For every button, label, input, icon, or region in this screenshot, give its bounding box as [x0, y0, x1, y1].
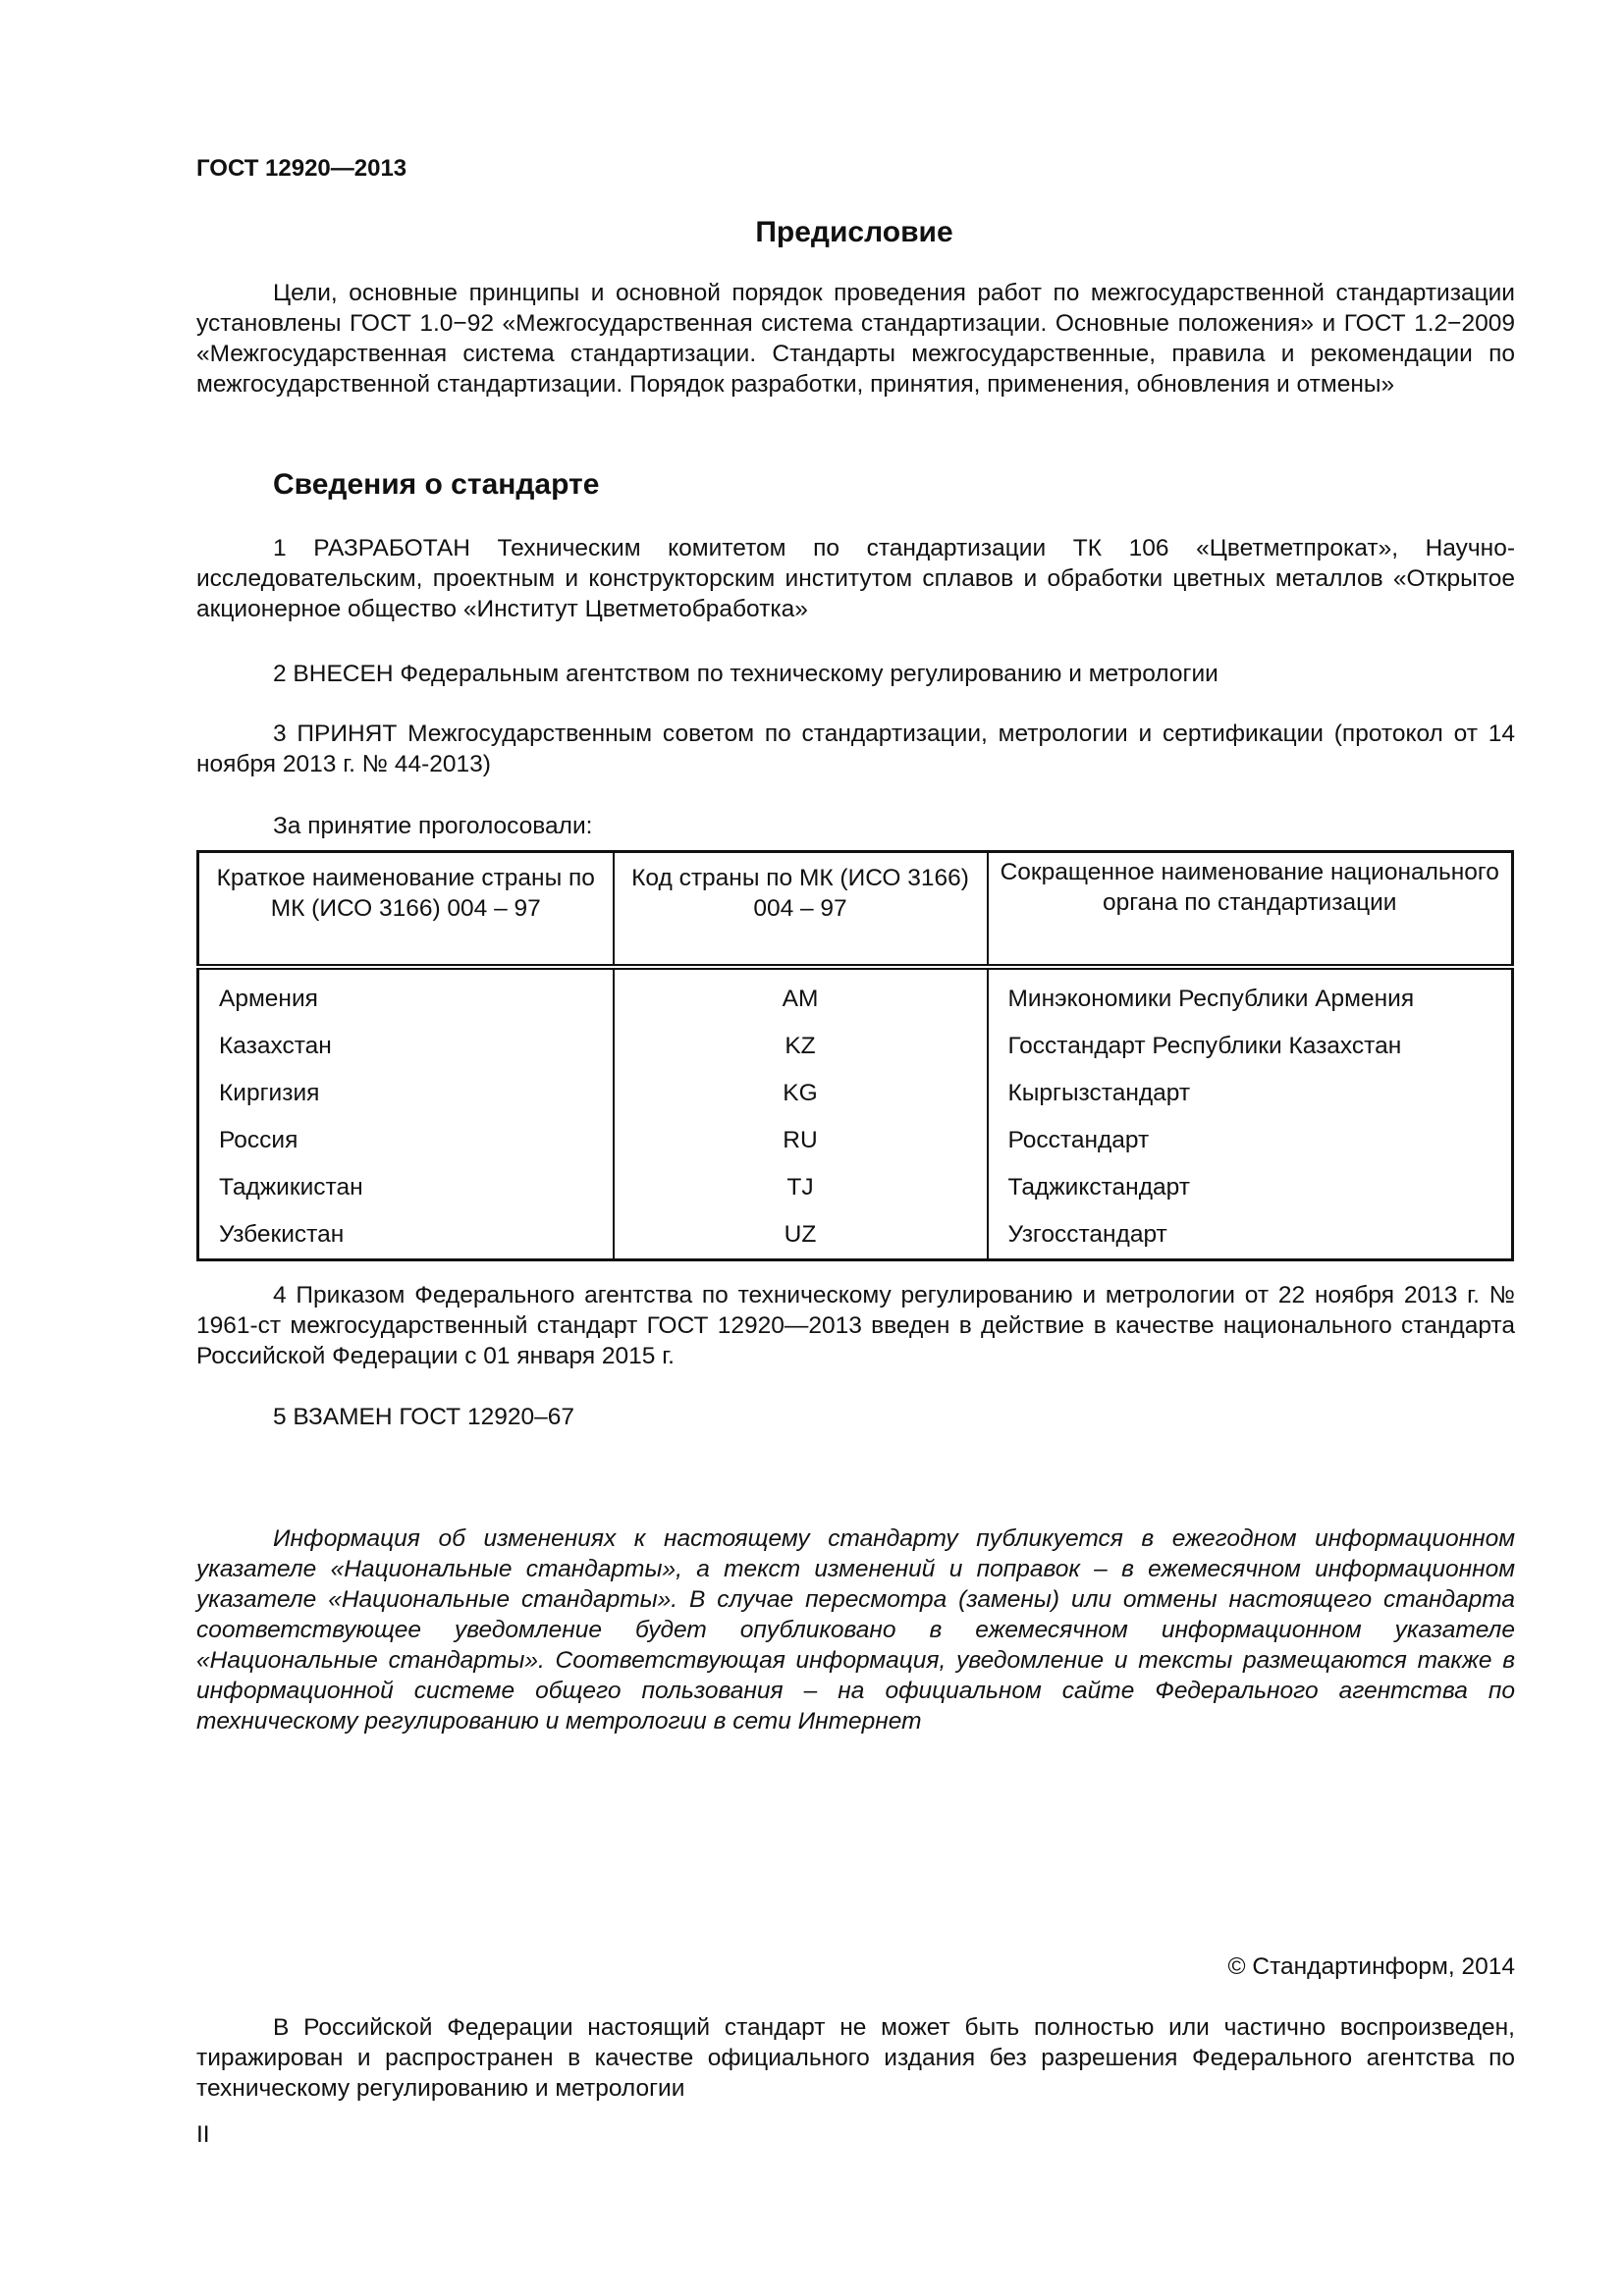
info-paragraph: Информация об изменениях к настоящему стандарту публикуется в ежегодном информационном указателе «Национальные стандарты», а текст изменений и поправок – в ежемесячном информационном указателе «Национальные стандарты». В случае пересмотра (замены) или отмены настоящего стандарта соответствующее уведомление будет опубликовано в ежемесячном информационном указателе «Национальные стандарты». Соответствующая информация, уведомление и тексты размещаются также в информационной системе общего пользования – на официальном сайте Федерального агентства по техническому регулированию и метрологии в сети Интернет [196, 1525, 1515, 1735]
vote-label: За принятие проголосовали: [273, 813, 593, 839]
copyright: © Стандартинформ, 2014 [1227, 1953, 1515, 1980]
cell-code: UZ [614, 1211, 988, 1260]
table-row [198, 1070, 1513, 1117]
item-3: 3 ПРИНЯТ Межгосударственным советом по стандартизации, метрологии и сертификации (протокол от 14 ноября 2013 г. № 44-2013) [196, 721, 1515, 777]
column-header-code: Код страны по МК (ИСО 3166) 004 – 97 [614, 852, 988, 968]
page-number: II [196, 2121, 210, 2148]
cell-authority: Госстандарт Республики Казахстан [988, 1023, 1513, 1070]
item-4: 4 Приказом Федерального агентства по техническому регулированию и метрологии от 22 ноября 2013 г. № 1961-ст межгосударственный стандарт ГОСТ 12920—2013 введен в действие в качестве национального стандарта Российской Федерации с 01 января 2015 г. [196, 1282, 1515, 1369]
cell-authority: Минэкономики Республики Армения [988, 967, 1513, 1023]
cell-authority: Узгосстандарт [988, 1211, 1513, 1260]
copyright-notice: В Российской Федерации настоящий стандарт не может быть полностью или частично воспроизведен, тиражирован и распространен в качестве официального издания без разрешения Федерального агентства по техническому регулированию и метрологии [196, 2014, 1515, 2102]
cell-code: KZ [614, 1023, 988, 1070]
cell-authority: Росстандарт [988, 1117, 1513, 1164]
cell-code: TJ [614, 1164, 988, 1211]
foreword-section [196, 278, 1515, 400]
column-header-authority: Сокращенное наименование национального органа по стандартизации [988, 852, 1513, 968]
foreword-paragraph: Цели, основные принципы и основной порядок проведения работ по межгосударственной стандартизации установлены ГОСТ 1.0−92 «Межгосударственная система стандартизации. Основные положения» и ГОСТ 1.2−2009 «Межгосударственная система стандартизации. Стандарты межгосударственные, правила и рекомендации по межгосударственной стандартизации. Порядок разработки, принятия, применения, обновления и отмены» [196, 280, 1515, 398]
cell-country: Армения [198, 967, 614, 1023]
item-5: 5 ВЗАМЕН ГОСТ 12920–67 [273, 1404, 574, 1430]
section-heading: Сведения о стандарте [273, 468, 600, 501]
table-row [198, 967, 1513, 1023]
cell-code: KG [614, 1070, 988, 1117]
item-2: 2 ВНЕСЕН Федеральным агентством по техническому регулированию и метрологии [273, 661, 1218, 687]
table-header-row [198, 852, 1513, 968]
table-row [198, 1023, 1513, 1070]
item-1: 1 РАЗРАБОТАН Техническим комитетом по стандартизации ТК 106 «Цветметпрокат», Научно-исследовательским, проектным и конструкторским институтом сплавов и обработки цветных металлов «Открытое акционерное общество «Институт Цветметобработка» [196, 535, 1515, 622]
table-row [198, 1117, 1513, 1164]
document-header: ГОСТ 12920—2013 [196, 155, 407, 182]
cell-code: RU [614, 1117, 988, 1164]
page-title: Предисловие [755, 216, 953, 248]
cell-country: Казахстан [198, 1023, 614, 1070]
cell-authority: Таджикстандарт [988, 1164, 1513, 1211]
cell-code: AM [614, 967, 988, 1023]
cell-authority: Кыргызстандарт [988, 1070, 1513, 1117]
column-header-country: Краткое наименование страны по МК (ИСО 3166) 004 – 97 [198, 852, 614, 968]
cell-country: Таджикистан [198, 1164, 614, 1211]
cell-country: Узбекистан [198, 1211, 614, 1260]
cell-country: Россия [198, 1117, 614, 1164]
table-row [198, 1211, 1513, 1260]
cell-country: Киргизия [198, 1070, 614, 1117]
table-row [198, 1164, 1513, 1211]
voting-countries-table [196, 850, 1514, 1261]
